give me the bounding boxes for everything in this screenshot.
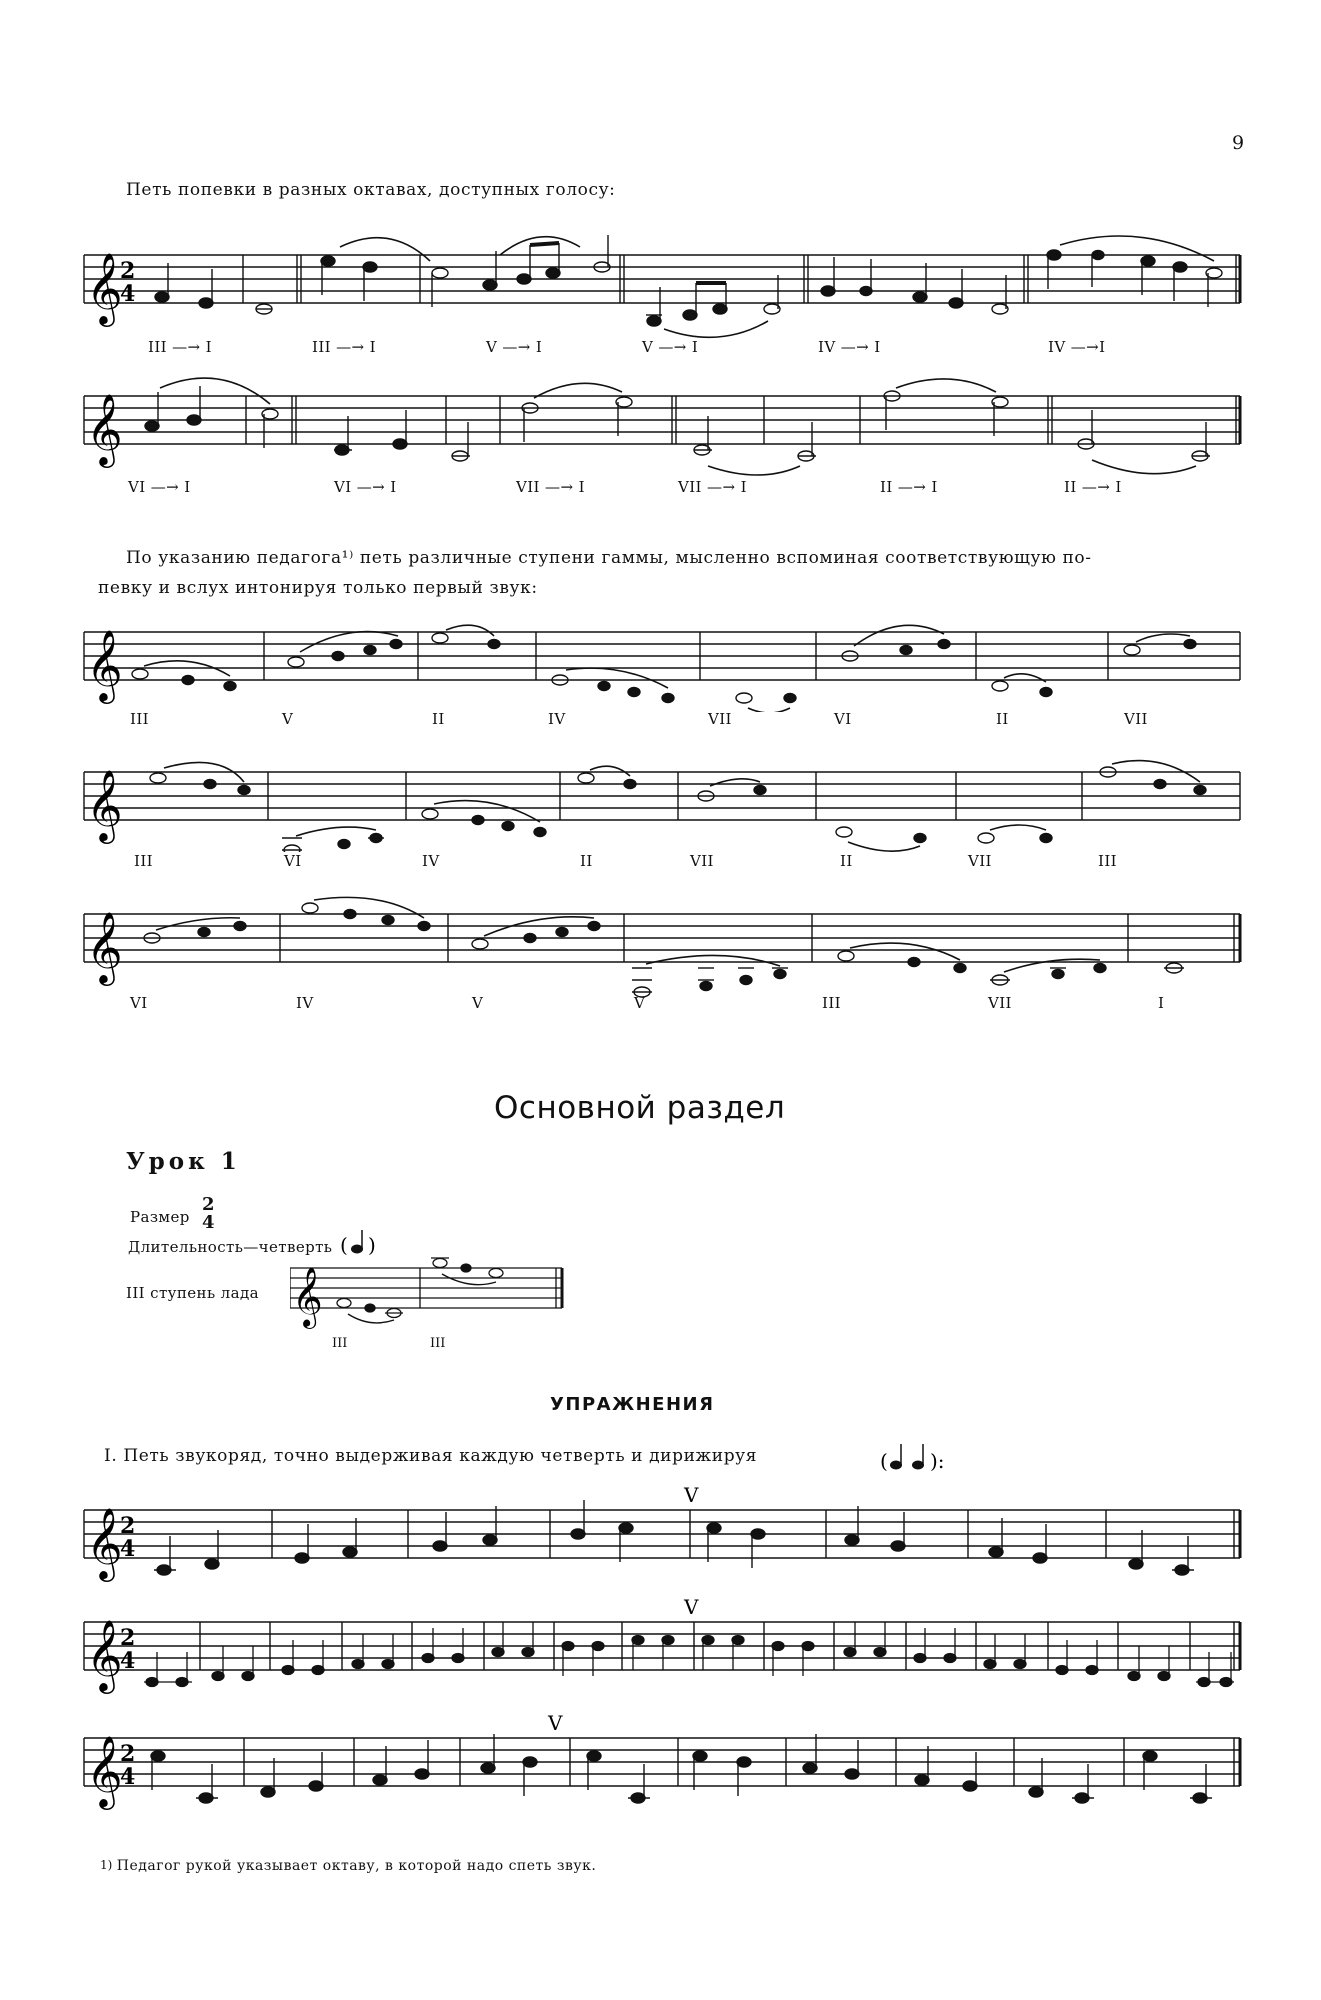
degree-row2-7: VII — [968, 852, 992, 870]
degree-staff-3 — [0, 894, 1321, 1004]
degree-example-staff — [290, 1254, 570, 1344]
exercise-staff-1 — [0, 1480, 1321, 1590]
staff1-label-1: III —→ I — [148, 338, 213, 356]
staff1-label-3: V —→ I — [486, 338, 543, 356]
degree-row3-3: V — [472, 994, 484, 1012]
svg-text:2: 2 — [120, 1513, 136, 1539]
degree-row1-5: VII — [708, 710, 732, 728]
degree-row2-5: VII — [690, 852, 714, 870]
svg-text:𝄞: 𝄞 — [292, 1267, 323, 1327]
degree-row1-4: IV — [548, 710, 566, 728]
footnote — [100, 1858, 596, 1874]
svg-text:𝄞: 𝄞 — [86, 1506, 123, 1579]
degree-staff-2 — [0, 752, 1321, 852]
degree-row1-8: VII — [1124, 710, 1148, 728]
degree-row1-2: V — [282, 710, 294, 728]
svg-text:):: ): — [930, 1449, 945, 1473]
degree-row3-6: VII — [988, 994, 1012, 1012]
treble-clef-icon: 𝄞 — [86, 251, 123, 324]
staff-row-2 — [0, 368, 1321, 488]
staff2-label-5: II —→ I — [880, 478, 938, 496]
degree-row1-1: III — [130, 710, 149, 728]
exercise-staff-3 — [0, 1708, 1321, 1818]
duration-label: Длительность—четверть — [128, 1238, 333, 1256]
degree-row3-1: VI — [130, 994, 148, 1012]
degree-row3-4: V — [634, 994, 646, 1012]
svg-text:4: 4 — [120, 1536, 136, 1562]
meter-label: Размер — [130, 1208, 190, 1226]
svg-text:V: V — [684, 1483, 699, 1507]
svg-text:): ) — [368, 1233, 376, 1257]
intro-text: Петь попевки в разных октавах, доступных голосу: — [126, 180, 616, 200]
meter-signature — [202, 1196, 215, 1232]
svg-text:𝄞: 𝄞 — [86, 628, 123, 701]
svg-text:2: 2 — [120, 1625, 136, 1651]
degree-row1-3: II — [432, 710, 445, 728]
degree-row2-3: IV — [422, 852, 440, 870]
staff2-label-4: VII —→ I — [678, 478, 747, 496]
exercise-staff-2 — [0, 1592, 1321, 1702]
degree-label: III ступень лада — [126, 1284, 259, 1302]
degree-mark-1: III — [332, 1336, 348, 1351]
degree-row2-2: VI — [284, 852, 302, 870]
staff1-label-4: V —→ I — [642, 338, 699, 356]
svg-text:𝄞: 𝄞 — [86, 392, 123, 465]
exercises-title: УПРАЖНЕНИЯ — [550, 1394, 715, 1415]
section-title: Основной раздел — [494, 1090, 786, 1126]
staff2-label-3: VII —→ I — [516, 478, 585, 496]
instruction-line-2: певку и вслух интонируя только первый звук: — [98, 578, 538, 598]
conducting-notes-icon — [880, 1440, 950, 1476]
staff2-label-1: VI —→ I — [128, 478, 191, 496]
svg-text:𝄞: 𝄞 — [86, 910, 123, 983]
staff1-label-6: IV —→I — [1048, 338, 1106, 356]
staff1-label-5: IV —→ I — [818, 338, 881, 356]
svg-text:2: 2 — [120, 258, 136, 284]
svg-text:V: V — [548, 1711, 563, 1735]
degree-mark-2: III — [430, 1336, 446, 1351]
lesson-title: Урок 1 — [126, 1148, 241, 1175]
degree-row2-6: II — [840, 852, 853, 870]
meter-top: 2 — [202, 1194, 215, 1215]
svg-text:𝄞: 𝄞 — [86, 1734, 123, 1807]
page-number: 9 — [1232, 132, 1245, 154]
degree-row2-8: III — [1098, 852, 1117, 870]
svg-text:(: ( — [340, 1233, 348, 1257]
meter-bottom: 4 — [202, 1212, 215, 1233]
exercise-1-text: I. Петь звукоряд, точно выдерживая каждую четверть и дирижируя — [104, 1446, 758, 1466]
svg-text:2: 2 — [120, 1741, 136, 1767]
staff1-label-2: III —→ I — [312, 338, 377, 356]
svg-text:𝄞: 𝄞 — [86, 768, 123, 841]
staff2-label-6: II —→ I — [1064, 478, 1122, 496]
instruction-line-1: По указанию педагога¹⁾ петь различные ступени гаммы, мысленно вспоминая соответствующую по- — [126, 548, 1092, 568]
staff2-label-2: VI —→ I — [334, 478, 397, 496]
svg-text:𝄞: 𝄞 — [86, 1618, 123, 1691]
degree-row3-7: I — [1158, 994, 1165, 1012]
svg-text:4: 4 — [120, 281, 136, 307]
footnote-mark: 1) — [100, 1858, 113, 1872]
svg-text:4: 4 — [120, 1764, 136, 1790]
svg-text:V: V — [684, 1595, 699, 1619]
degree-row1-6: VI — [834, 710, 852, 728]
degree-staff-1 — [0, 612, 1321, 712]
degree-row2-4: II — [580, 852, 593, 870]
degree-row3-2: IV — [296, 994, 314, 1012]
degree-row2-1: III — [134, 852, 153, 870]
svg-text:(: ( — [880, 1449, 888, 1473]
degree-row1-7: II — [996, 710, 1009, 728]
footnote-text: Педагог рукой указывает октаву, в которой надо спеть звук. — [116, 1858, 597, 1874]
svg-text:4: 4 — [120, 1648, 136, 1674]
degree-row3-5: III — [822, 994, 841, 1012]
